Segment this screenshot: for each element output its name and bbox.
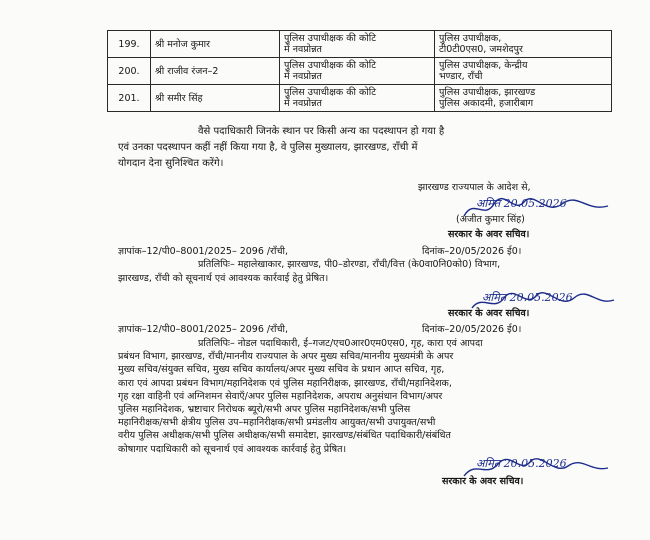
posting-table bbox=[107, 30, 612, 112]
rank-cell-text: पुलिस उपाधीक्षक की कोटि bbox=[284, 60, 377, 71]
rank-cell-text: में नवप्रोन्नत bbox=[284, 44, 322, 55]
memo2-designation: सरकार के अवर सचिव। bbox=[442, 476, 524, 487]
rank-cell-text: पुलिस उपाधीक्षक की कोटि bbox=[284, 87, 377, 98]
memo2-line: महानिरीक्षक/सभी क्षेत्रीय पुलिस उप–महानिरीक्षक/सभी प्रमंडलीय आयुक्त/सभी उपायुक्त/सभी bbox=[118, 417, 436, 429]
memo2-line: प्रतिलिपिः– नोडल पदाधिकारी, ई–गजट/एच0आर0एम0एस0, गृह, कारा एवं आपदा bbox=[198, 338, 483, 349]
memo1-line: प्रतिलिपिः– महालेखाकार, झारखण्ड, पी0–डोरण्डा, राँची/वित्त (के0वा0नि0को0) विभाग, bbox=[198, 259, 501, 270]
officer-name-cell bbox=[151, 58, 280, 85]
signatory-name: (अजीत कुमार सिंह) bbox=[456, 214, 525, 225]
posting-cell bbox=[435, 58, 612, 85]
memo1-designation: सरकार के अवर सचिव। bbox=[448, 308, 530, 319]
serial-number-cell-text: 201. bbox=[118, 92, 140, 104]
table-row bbox=[108, 85, 612, 112]
rank-cell-text: में नवप्रोन्नत bbox=[284, 98, 322, 109]
memo2-line: मुख्य सचिव/संयुक्त सचिव, मुख्य सचिव कार्यालय/अपर मुख्य सचिव के प्रधान आप्त सचिव, गृह, bbox=[118, 364, 445, 376]
rank-cell bbox=[280, 85, 435, 112]
serial-number-cell-text: 200. bbox=[118, 65, 140, 77]
by-order-text: झारखण्ड राज्यपाल के आदेश से, bbox=[418, 182, 531, 193]
officer-name-cell-text: श्री समीर सिंह bbox=[155, 92, 203, 104]
signature-text: अमित 20.05.2026 bbox=[476, 197, 567, 210]
rank-cell-text: में नवप्रोन्नत bbox=[284, 71, 322, 82]
posting-cell-text: पुलिस उपाधीक्षक, केन्द्रीय bbox=[439, 60, 528, 71]
memo2-line: प्रबंधन विभाग, झारखण्ड, राँची/माननीय राज्यपाल के अपर मुख्य सचिव/माननीय मुख्यमंत्री के अपर bbox=[118, 351, 454, 363]
rank-cell-text: पुलिस उपाधीक्षक की कोटि bbox=[284, 33, 377, 44]
serial-number-cell bbox=[108, 85, 151, 112]
memo1-reference: ज्ञापांक–12/पी0–8001/2025– 2096 /राँची, bbox=[118, 246, 288, 257]
officer-name-cell bbox=[151, 31, 280, 58]
officer-name-cell-text: श्री राजीव रंजन–2 bbox=[155, 65, 219, 77]
memo2-line: गृह रक्षा वाहिनी एवं अग्निशमन सेवाएँ/अपर पुलिस महानिदेशक, अपराध अनुसंधान विभाग/अपर bbox=[118, 390, 443, 402]
posting-cell-text: पुलिस उपाधीक्षक, bbox=[439, 33, 502, 44]
serial-number-cell-text: 199. bbox=[118, 38, 140, 50]
posting-cell bbox=[435, 31, 612, 58]
memo1-body bbox=[118, 258, 610, 286]
signature-text: अमित 20.05.2026 bbox=[482, 291, 573, 304]
rank-cell bbox=[280, 58, 435, 85]
posting-cell-text: भण्डार, राँची bbox=[439, 71, 483, 82]
intro-line: योगदान देना सुनिश्चित करेंगे। bbox=[118, 158, 224, 169]
posting-cell-text: पुलिस अकादमी, हजारीबाग bbox=[439, 98, 534, 109]
memo2-date: दिनांक–20/05/2026 ई0। bbox=[422, 324, 522, 335]
table-row bbox=[108, 31, 612, 58]
signatory-designation: सरकार के अवर सचिव। bbox=[448, 229, 530, 240]
memo2-line: वरीय पुलिस अधीक्षक/सभी पुलिस अधीक्षक/सभी समादेष्टा, झारखण्ड/संबंधित पदाधिकारी/संबंधित bbox=[118, 430, 451, 442]
memo2-body bbox=[118, 337, 610, 456]
serial-number-cell bbox=[108, 31, 151, 58]
table-row bbox=[108, 58, 612, 85]
signature-text: अमित 20.05.2026 bbox=[476, 457, 567, 470]
officer-name-cell-text: श्री मनोज कुमार bbox=[155, 38, 211, 50]
intro-paragraph bbox=[118, 124, 610, 172]
memo2-reference: ज्ञापांक–12/पी0–8001/2025– 2096 /राँची, bbox=[118, 324, 288, 335]
memo2-line: कोषागार पदाधिकारी को सूचनार्थ एवं आवश्यक कार्रवाई हेतु प्रेषित। bbox=[118, 443, 347, 455]
memo2-line: पुलिस महानिदेशक, भ्रष्टाचार निरोधक ब्यूरो/सभी अपर पुलिस महानिदेशक/सभी पुलिस bbox=[118, 404, 411, 416]
intro-line: एवं उनका पदस्थापन कहीं नहीं किया गया है, वे पुलिस मुख्यालय, झारखण्ड, राँची में bbox=[118, 142, 418, 153]
officer-name-cell bbox=[151, 85, 280, 112]
memo2-line: कारा एवं आपदा प्रबंधन विभाग/महानिदेशक एवं पुलिस महानिरीक्षक, झारखण्ड, राँची/महानिदेशक, bbox=[118, 377, 452, 389]
memo1-date: दिनांक–20/05/2026 ई0। bbox=[422, 246, 522, 257]
memo1-line: झारखण्ड, राँची को सूचनार्थ एवं आवश्यक कार्रवाई हेतु प्रेषित। bbox=[118, 273, 329, 284]
posting-cell bbox=[435, 85, 612, 112]
posting-cell-text: टी0टी0एस0, जमशेदपुर bbox=[439, 44, 523, 55]
posting-cell-text: पुलिस उपाधीक्षक, झारखण्ड bbox=[439, 87, 536, 98]
rank-cell bbox=[280, 31, 435, 58]
serial-number-cell bbox=[108, 58, 151, 85]
intro-line: वैसे पदाधिकारी जिनके स्थान पर किसी अन्य का पदस्थापन हो गया है bbox=[198, 126, 445, 137]
